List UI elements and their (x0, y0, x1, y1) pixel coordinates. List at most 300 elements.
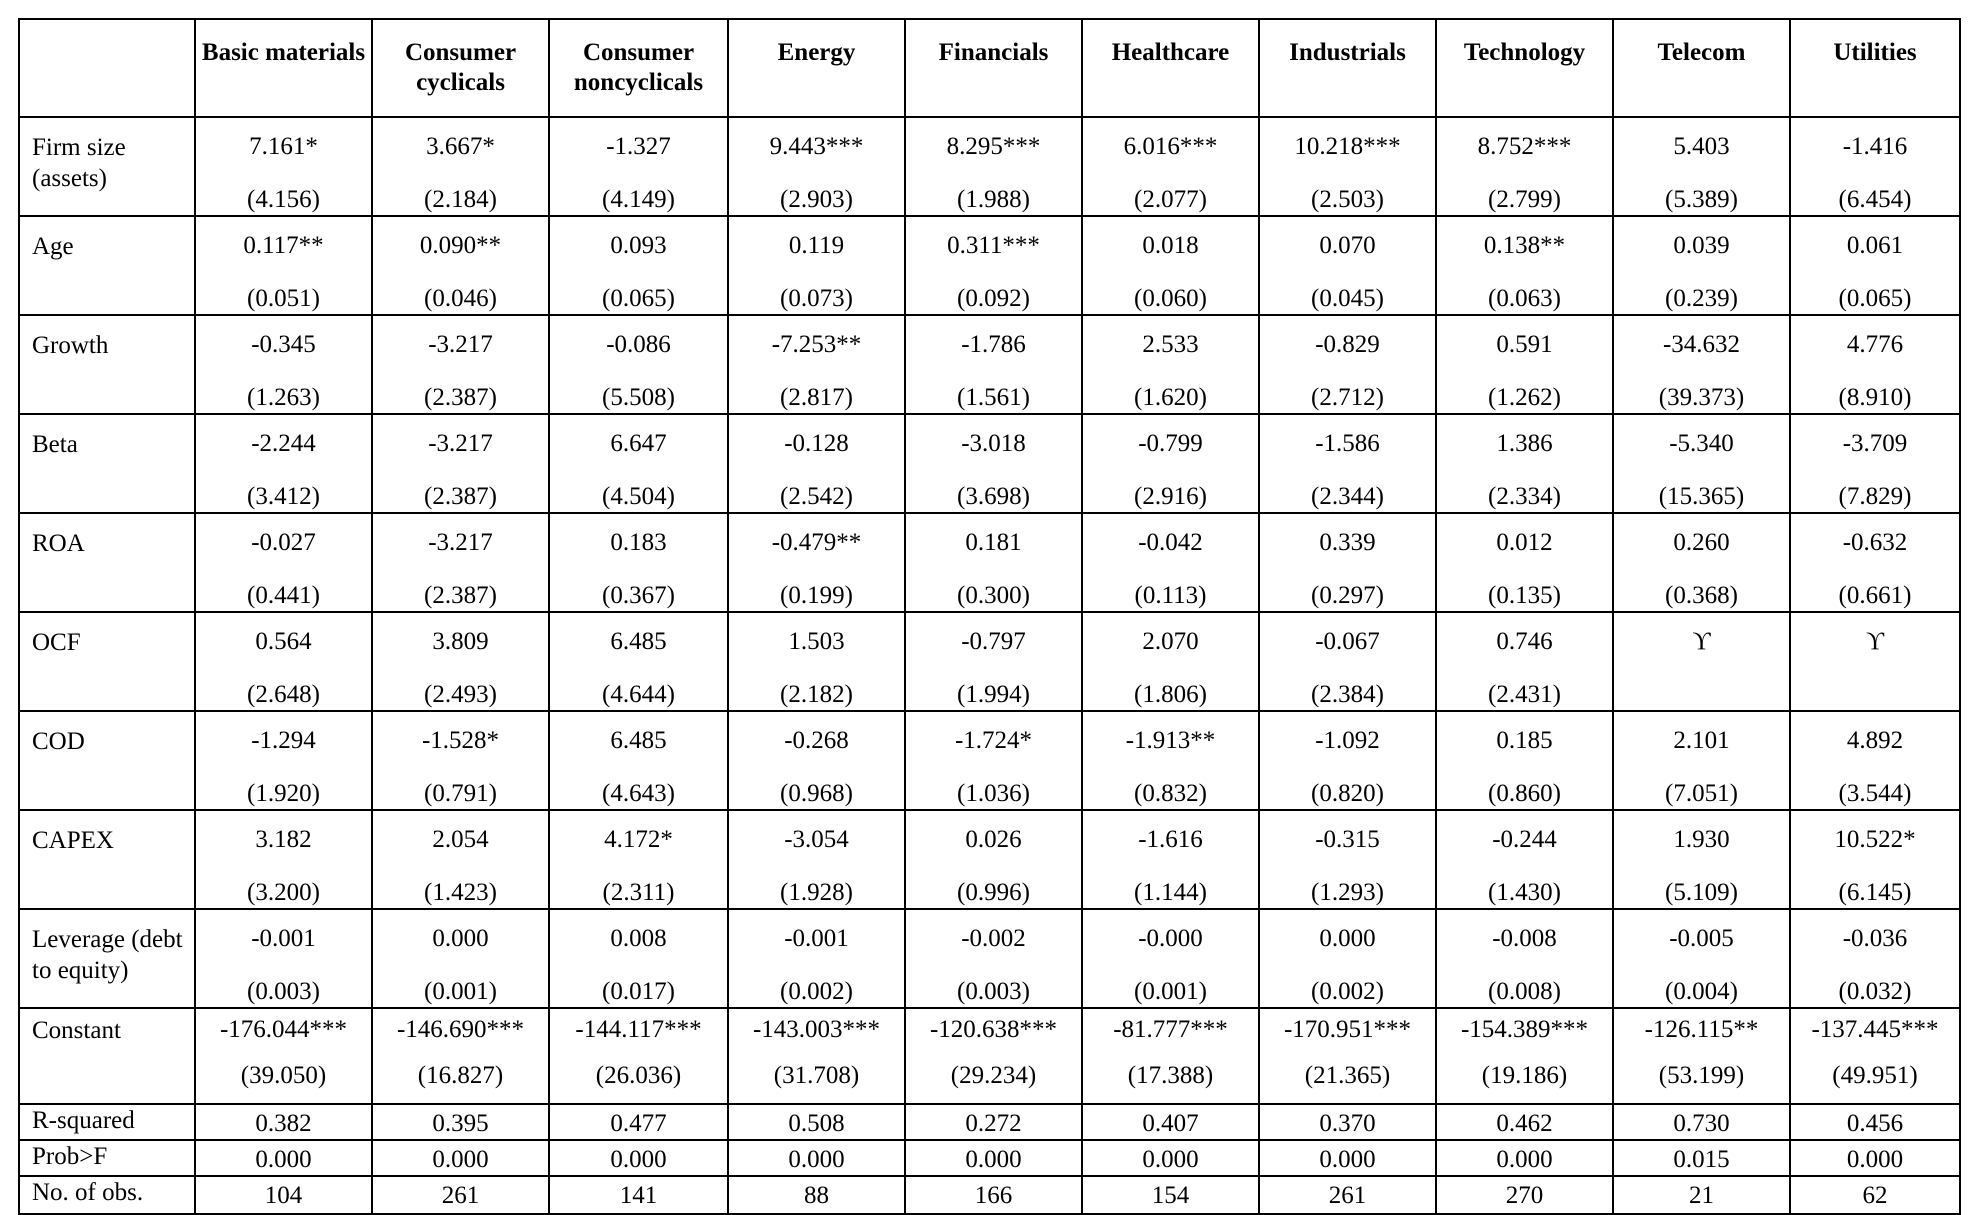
coefficient: 0.183 (610, 529, 667, 556)
value-cell (549, 1008, 728, 1104)
table-row (19, 513, 1960, 612)
value-cell (1082, 1140, 1259, 1176)
value-cell (1259, 1008, 1436, 1104)
value-cell (1436, 810, 1613, 909)
table-row (19, 909, 1960, 1008)
row-label: ROA (19, 513, 195, 612)
standard-error: (1.561) (957, 384, 1030, 411)
coefficient: -0.008 (1492, 925, 1557, 952)
coefficient: 0.591 (1496, 331, 1553, 358)
standard-error: (49.951) (1832, 1062, 1918, 1089)
value-cell (728, 513, 905, 612)
value-cell (1082, 612, 1259, 711)
value-cell (905, 1104, 1082, 1140)
standard-error: (5.508) (602, 384, 675, 411)
value-cell (1436, 513, 1613, 612)
header-corner-cell (19, 19, 195, 117)
standard-error: (39.373) (1658, 384, 1745, 411)
coefficient: -3.217 (428, 529, 493, 556)
standard-error: (2.311) (602, 879, 675, 906)
standard-error: (0.065) (602, 285, 675, 312)
coefficient: 0.456 (1846, 1110, 1904, 1137)
standard-error: (2.334) (1488, 483, 1561, 510)
standard-error: (0.300) (957, 582, 1030, 609)
value-cell (1613, 216, 1790, 315)
column-header: Healthcare (1082, 19, 1259, 117)
standard-error: (2.542) (780, 483, 853, 510)
coefficient: -0.315 (1315, 826, 1380, 853)
coefficient: 0.000 (1319, 925, 1376, 952)
column-header: Technology (1436, 19, 1613, 117)
column-header: Consumer noncyclicals (549, 19, 728, 117)
standard-error: (2.493) (424, 681, 497, 708)
standard-error: (5.389) (1665, 186, 1738, 213)
value-cell (195, 1140, 372, 1176)
standard-error: (1.144) (1134, 879, 1207, 906)
coefficient: -176.044*** (219, 1016, 348, 1043)
value-cell (372, 1104, 549, 1140)
coefficient: -126.115** (1644, 1016, 1759, 1043)
header-row (19, 19, 1960, 117)
standard-error: (2.648) (247, 681, 320, 708)
coefficient: -0.005 (1669, 925, 1734, 952)
coefficient: 0.117** (243, 232, 324, 259)
coefficient: -1.786 (961, 331, 1026, 358)
value-cell (549, 117, 728, 216)
row-label: R-squared (19, 1104, 195, 1140)
value-cell (728, 711, 905, 810)
value-cell (1259, 1140, 1436, 1176)
coefficient: 1.503 (788, 628, 845, 655)
coefficient: 3.809 (432, 628, 489, 655)
coefficient: 0.339 (1319, 529, 1376, 556)
value-cell (1790, 1008, 1960, 1104)
value-cell (1259, 117, 1436, 216)
coefficient: 8.752*** (1477, 133, 1572, 160)
coefficient: 0.000 (965, 1146, 1022, 1173)
value-cell (1436, 1140, 1613, 1176)
coefficient: ϒ (1692, 628, 1711, 655)
standard-error: (1.988) (957, 186, 1030, 213)
table-row (19, 1104, 1960, 1140)
standard-error: (1.994) (957, 681, 1030, 708)
value-cell (905, 1176, 1082, 1214)
coefficient: 0.730 (1673, 1110, 1730, 1137)
standard-error: (8.910) (1838, 384, 1912, 411)
standard-error: (2.344) (1311, 483, 1384, 510)
coefficient: 0.090** (419, 232, 502, 259)
standard-error: (0.051) (247, 285, 320, 312)
coefficient: 0.018 (1142, 232, 1199, 259)
value-cell (905, 117, 1082, 216)
standard-error: (21.365) (1304, 1062, 1391, 1089)
row-label: CAPEX (19, 810, 195, 909)
value-cell (728, 810, 905, 909)
coefficient: -120.638*** (929, 1016, 1058, 1043)
column-header: Basic materials (195, 19, 372, 117)
value-cell (1436, 612, 1613, 711)
value-cell (728, 612, 905, 711)
standard-error: (0.368) (1665, 582, 1738, 609)
value-cell (728, 1140, 905, 1176)
standard-error: (0.820) (1311, 780, 1384, 807)
coefficient: 141 (619, 1182, 658, 1209)
coefficient: -144.117*** (575, 1016, 702, 1043)
coefficient: 6.485 (610, 628, 667, 655)
coefficient: 0.138** (1483, 232, 1566, 259)
standard-error: (0.092) (957, 285, 1030, 312)
standard-error: (2.503) (1311, 186, 1384, 213)
coefficient: 2.101 (1673, 727, 1730, 754)
value-cell (1613, 1140, 1790, 1176)
coefficient: -2.244 (251, 430, 316, 457)
coefficient: -0.268 (784, 727, 849, 754)
coefficient: 261 (1328, 1182, 1367, 1209)
coefficient: 2.533 (1142, 331, 1199, 358)
value-cell (1259, 810, 1436, 909)
standard-error: (2.387) (424, 483, 497, 510)
standard-error: (4.504) (602, 483, 675, 510)
coefficient: -3.054 (784, 826, 849, 853)
standard-error: (2.182) (780, 681, 853, 708)
coefficient: 0.000 (788, 1146, 845, 1173)
standard-error: (1.806) (1134, 681, 1207, 708)
standard-error: (1.262) (1488, 384, 1561, 411)
coefficient: -0.345 (251, 331, 316, 358)
coefficient: -0.001 (251, 925, 316, 952)
row-label: Constant (19, 1008, 195, 1104)
coefficient: 3.182 (255, 826, 312, 853)
standard-error: (0.017) (602, 978, 675, 1005)
coefficient: -143.003*** (752, 1016, 881, 1043)
value-cell (1613, 810, 1790, 909)
value-cell (1790, 513, 1960, 612)
value-cell (1790, 1104, 1960, 1140)
value-cell (549, 1104, 728, 1140)
standard-error: (0.060) (1134, 285, 1207, 312)
coefficient: -3.217 (428, 430, 493, 457)
coefficient: -1.586 (1315, 430, 1380, 457)
value-cell (905, 315, 1082, 414)
value-cell (1790, 414, 1960, 513)
coefficient: 0.026 (965, 826, 1022, 853)
standard-error: (17.388) (1127, 1062, 1214, 1089)
standard-error: (31.708) (773, 1062, 860, 1089)
coefficient: 0.000 (1319, 1146, 1376, 1173)
value-cell (549, 315, 728, 414)
column-header: Energy (728, 19, 905, 117)
value-cell (1436, 711, 1613, 810)
coefficient: -1.616 (1138, 826, 1203, 853)
value-cell (549, 909, 728, 1008)
standard-error: (1.430) (1488, 879, 1561, 906)
value-cell (1613, 414, 1790, 513)
standard-error: (4.644) (602, 681, 675, 708)
standard-error: (15.365) (1658, 483, 1745, 510)
value-cell (1790, 909, 1960, 1008)
coefficient: -3.217 (428, 331, 493, 358)
coefficient: 0.260 (1673, 529, 1730, 556)
coefficient: -0.000 (1138, 925, 1203, 952)
value-cell (195, 810, 372, 909)
coefficient: 166 (974, 1182, 1013, 1209)
value-cell (1436, 1104, 1613, 1140)
standard-error: (7.829) (1838, 483, 1912, 510)
coefficient: -7.253** (771, 331, 862, 358)
standard-error: (2.387) (424, 582, 497, 609)
value-cell (549, 414, 728, 513)
value-cell (728, 909, 905, 1008)
standard-error: (0.063) (1488, 285, 1561, 312)
coefficient: 0.070 (1319, 232, 1376, 259)
coefficient: 0.395 (432, 1110, 489, 1137)
value-cell (1082, 513, 1259, 612)
coefficient: 0.000 (610, 1146, 667, 1173)
value-cell (1259, 216, 1436, 315)
coefficient: -3.018 (961, 430, 1026, 457)
coefficient: 0.000 (432, 925, 489, 952)
coefficient: 62 (1862, 1182, 1888, 1209)
value-cell (905, 414, 1082, 513)
value-cell (1436, 315, 1613, 414)
value-cell (1082, 1008, 1259, 1104)
value-cell (372, 1176, 549, 1214)
standard-error: (1.036) (957, 780, 1030, 807)
value-cell (905, 1140, 1082, 1176)
value-cell (1436, 909, 1613, 1008)
coefficient: -0.244 (1492, 826, 1557, 853)
standard-error: (2.916) (1134, 483, 1207, 510)
value-cell (1613, 711, 1790, 810)
value-cell (549, 216, 728, 315)
value-cell (905, 216, 1082, 315)
coefficient: 6.016*** (1123, 133, 1218, 160)
table-row (19, 1176, 1960, 1214)
value-cell (1259, 513, 1436, 612)
value-cell (372, 711, 549, 810)
standard-error: (2.712) (1311, 384, 1384, 411)
value-cell (1790, 117, 1960, 216)
standard-error: (0.996) (957, 879, 1030, 906)
coefficient: 1.930 (1673, 826, 1730, 853)
standard-error: (0.002) (780, 978, 853, 1005)
value-cell (195, 513, 372, 612)
coefficient: 0.370 (1319, 1110, 1376, 1137)
value-cell (1790, 612, 1960, 711)
coefficient: 0.119 (788, 232, 845, 259)
standard-error: (2.799) (1488, 186, 1561, 213)
coefficient: 0.746 (1496, 628, 1553, 655)
value-cell (372, 315, 549, 414)
value-cell (1613, 315, 1790, 414)
value-cell (1082, 1176, 1259, 1214)
coefficient: -0.797 (961, 628, 1026, 655)
value-cell (728, 1104, 905, 1140)
standard-error: (7.051) (1665, 780, 1738, 807)
coefficient: -1.092 (1315, 727, 1380, 754)
standard-error: (6.454) (1838, 186, 1912, 213)
standard-error: (3.200) (247, 879, 320, 906)
column-header: Financials (905, 19, 1082, 117)
row-label: Beta (19, 414, 195, 513)
standard-error: (0.239) (1665, 285, 1738, 312)
value-cell (195, 117, 372, 216)
value-cell (1613, 1104, 1790, 1140)
standard-error: (2.817) (780, 384, 853, 411)
table-row (19, 612, 1960, 711)
table-row (19, 117, 1960, 216)
value-cell (549, 1176, 728, 1214)
row-label: Leverage (debt to equity) (19, 909, 195, 1008)
standard-error: (4.643) (602, 780, 675, 807)
value-cell (195, 909, 372, 1008)
coefficient: 0.462 (1496, 1110, 1553, 1137)
coefficient: -1.724* (954, 727, 1033, 754)
value-cell (728, 315, 905, 414)
standard-error: (26.036) (595, 1062, 682, 1089)
coefficient: 1.386 (1496, 430, 1553, 457)
standard-error: (4.156) (247, 186, 320, 213)
coefficient: -170.951*** (1283, 1016, 1412, 1043)
value-cell (372, 117, 549, 216)
coefficient: 0.382 (255, 1110, 312, 1137)
coefficient: 2.070 (1142, 628, 1199, 655)
coefficient: -146.690*** (396, 1016, 525, 1043)
standard-error: (39.050) (240, 1062, 327, 1089)
value-cell (1259, 315, 1436, 414)
value-cell (1082, 810, 1259, 909)
coefficient: -0.799 (1138, 430, 1203, 457)
table-row (19, 810, 1960, 909)
standard-error: (0.441) (247, 582, 320, 609)
coefficient: 0.185 (1496, 727, 1553, 754)
coefficient: -1.528* (421, 727, 500, 754)
value-cell (1436, 216, 1613, 315)
standard-error: (3.544) (1838, 780, 1912, 807)
value-cell (195, 1008, 372, 1104)
coefficient: 0.181 (965, 529, 1022, 556)
coefficient: 6.485 (610, 727, 667, 754)
value-cell (1259, 711, 1436, 810)
coefficient: 0.000 (432, 1146, 489, 1173)
coefficient: 0.000 (1142, 1146, 1199, 1173)
coefficient: 104 (264, 1182, 303, 1209)
coefficient: 0.564 (255, 628, 312, 655)
row-label: No. of obs. (19, 1176, 195, 1214)
coefficient: -0.002 (961, 925, 1026, 952)
value-cell (372, 909, 549, 1008)
table-row (19, 711, 1960, 810)
standard-error: (0.003) (957, 978, 1030, 1005)
value-cell (728, 1176, 905, 1214)
column-header: Telecom (1613, 19, 1790, 117)
value-cell (1790, 315, 1960, 414)
standard-error: (2.384) (1311, 681, 1384, 708)
table-row (19, 1140, 1960, 1176)
table-row (19, 216, 1960, 315)
row-label: Age (19, 216, 195, 315)
column-header: Industrials (1259, 19, 1436, 117)
standard-error: (2.077) (1134, 186, 1207, 213)
value-cell (728, 117, 905, 216)
value-cell (549, 1140, 728, 1176)
value-cell (1613, 1176, 1790, 1214)
coefficient: -0.128 (784, 430, 849, 457)
standard-error: (0.002) (1311, 978, 1384, 1005)
coefficient: 4.172* (604, 826, 673, 853)
coefficient: 2.054 (432, 826, 489, 853)
coefficient: -5.340 (1669, 430, 1734, 457)
table-row (19, 1008, 1960, 1104)
value-cell (549, 810, 728, 909)
value-cell (1259, 909, 1436, 1008)
value-cell (372, 513, 549, 612)
table-row (19, 315, 1960, 414)
value-cell (1259, 1104, 1436, 1140)
coefficient: 0.008 (610, 925, 667, 952)
value-cell (1613, 909, 1790, 1008)
coefficient: 0.012 (1496, 529, 1553, 556)
value-cell (1259, 414, 1436, 513)
value-cell (1082, 315, 1259, 414)
value-cell (195, 216, 372, 315)
standard-error: (2.903) (780, 186, 853, 213)
value-cell (905, 1008, 1082, 1104)
value-cell (728, 216, 905, 315)
coefficient: 0.015 (1673, 1146, 1730, 1173)
standard-error: (0.032) (1838, 978, 1912, 1005)
row-label: Growth (19, 315, 195, 414)
value-cell (372, 1008, 549, 1104)
value-cell (905, 513, 1082, 612)
standard-error: (2.431) (1488, 681, 1561, 708)
standard-error: (0.073) (780, 285, 853, 312)
value-cell (1082, 1104, 1259, 1140)
row-label: OCF (19, 612, 195, 711)
regression-table (18, 18, 1961, 1215)
value-cell (1436, 1176, 1613, 1214)
value-cell (728, 1008, 905, 1104)
standard-error: (0.001) (424, 978, 497, 1005)
coefficient: 3.667* (426, 133, 495, 160)
coefficient: 4.892 (1846, 727, 1904, 754)
row-label: Firm size (assets) (19, 117, 195, 216)
value-cell (1082, 117, 1259, 216)
coefficient: 0.407 (1142, 1110, 1199, 1137)
value-cell (1082, 909, 1259, 1008)
coefficient: -0.479** (771, 529, 862, 556)
value-cell (728, 414, 905, 513)
standard-error: (4.149) (602, 186, 675, 213)
standard-error: (6.145) (1838, 879, 1912, 906)
standard-error: (3.698) (957, 483, 1030, 510)
coefficient: 0.508 (788, 1110, 845, 1137)
coefficient: 9.443*** (769, 133, 864, 160)
value-cell (1259, 612, 1436, 711)
coefficient: 261 (441, 1182, 480, 1209)
standard-error: (16.827) (417, 1062, 504, 1089)
value-cell (195, 414, 372, 513)
standard-error: (0.135) (1488, 582, 1561, 609)
coefficient: -3.709 (1842, 430, 1908, 457)
standard-error: (1.920) (247, 780, 320, 807)
standard-error: (0.001) (1134, 978, 1207, 1005)
coefficient: -81.777*** (1113, 1016, 1228, 1043)
coefficient: 6.647 (610, 430, 667, 457)
column-header: Utilities (1790, 19, 1960, 117)
coefficient: 0.061 (1846, 232, 1904, 259)
coefficient: 0.477 (610, 1110, 667, 1137)
